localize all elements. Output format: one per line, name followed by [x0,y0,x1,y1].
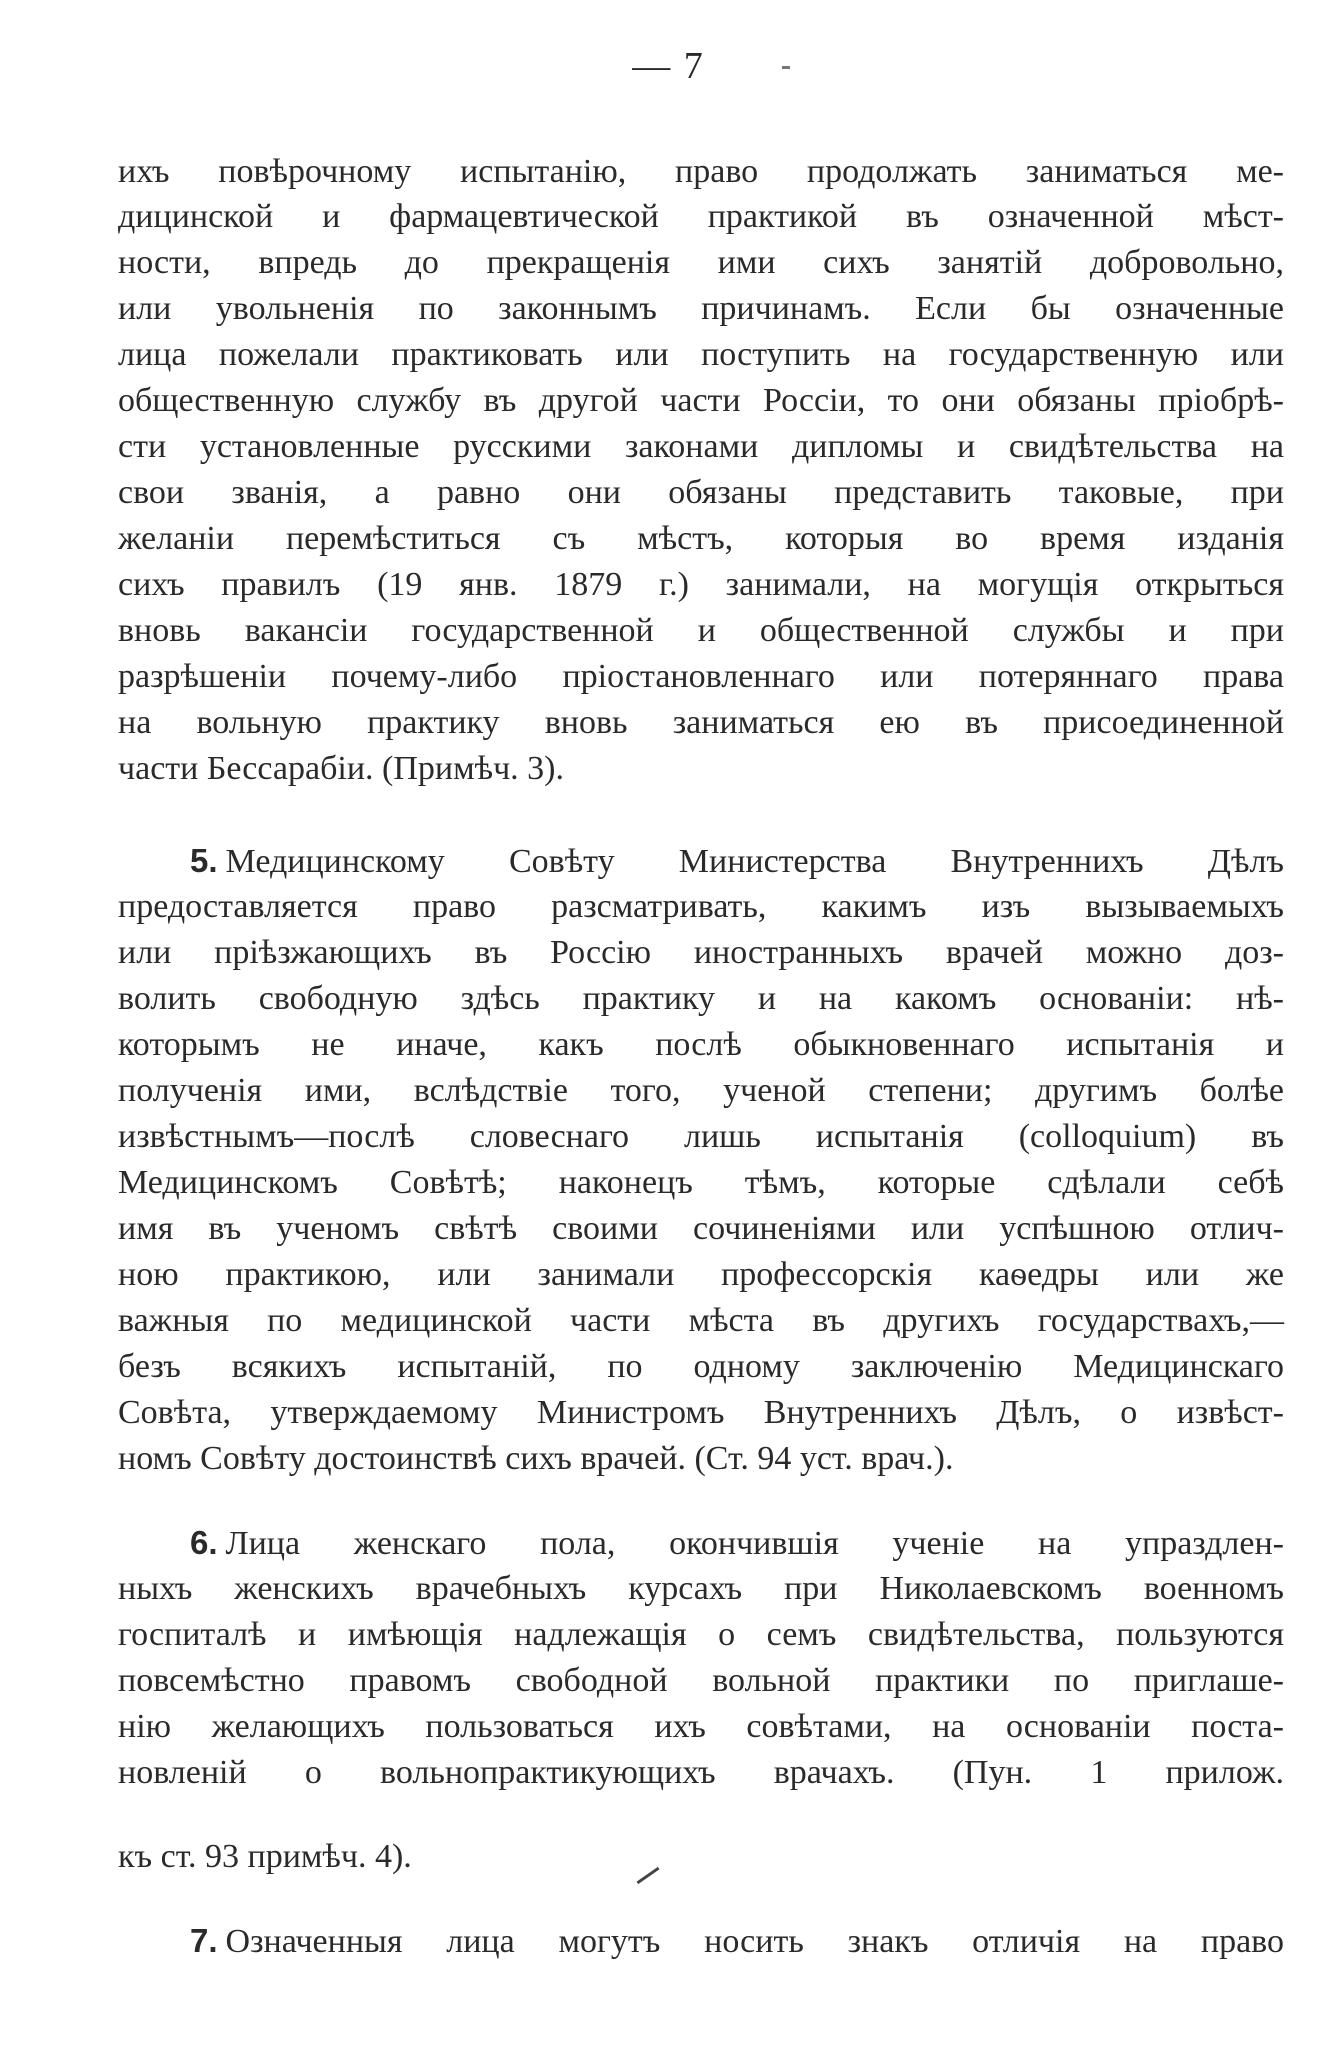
text-line: вновь вакансіи государственной и общественной службы и при [118,612,1284,649]
paragraph-7-first-line [190,1916,1284,1966]
text-line: части Бессарабіи. (Примѣч. 3). [118,750,564,787]
paragraph-number: 5. [190,842,218,879]
text-line: къ ст. 93 примѣч. 4). [118,1838,412,1875]
text-line: сти установленные русскими законами дипломы и свидѣтельства на [118,428,1284,465]
text-line: полученія ими, вслѣдствіе того, ученой степени; другимъ болѣе [118,1072,1284,1109]
text-line: ною практикою, или занимали профессорскія каѳедры или же [118,1256,1284,1293]
text-line: волить свободную здѣсь практику и на какомъ основаніи: нѣ- [118,980,1284,1017]
text-line: Совѣта, утверждаемому Министромъ Внутреннихъ Дѣлъ, о извѣст- [118,1394,1284,1431]
text-line: Медицинскомъ Совѣтѣ; наконецъ тѣмъ, которые сдѣлали себѣ [118,1164,1284,1201]
text-line: сихъ правилъ (19 янв. 1879 г.) занимали, на могущія открыться [118,566,1284,603]
paragraph-6-first-line [190,1518,1284,1568]
text-line: или увольненія по законнымъ причинамъ. Если бы означенные [118,290,1284,327]
text-line: желаніи перемѣститься съ мѣстъ, которыя во время изданія [118,520,1284,557]
text-line: ности, впредь до прекращенія ими сихъ занятій добровольно, [118,244,1284,281]
text-line: или пріѣзжающихъ въ Россію иностранныхъ врачей можно доз- [118,934,1284,971]
paragraph-number: 6. [190,1524,218,1561]
page-number: — 7 [632,45,705,87]
text-line: безъ всякихъ испытаній, по одному заключенію Медицинскаго [118,1348,1284,1385]
text-line: важныя по медицинской части мѣста въ другихъ государствахъ,— [118,1302,1284,1339]
text-line: дицинской и фармацевтической практикой въ означенной мѣст- [118,198,1284,235]
paragraph-5-first-line [190,836,1284,886]
text-line: лица пожелали практиковать или поступить на государственную или [118,336,1284,373]
text-line: имя въ ученомъ свѣтѣ своими сочиненіями или успѣшною отлич- [118,1210,1284,1247]
text-line: общественную службу въ другой части Россіи, то они обязаны пріобрѣ- [118,382,1284,419]
text-line: ныхъ женскихъ врачебныхъ курсахъ при Николаевскомъ военномъ [118,1570,1284,1607]
text-line: на вольную практику вновь заниматься ею въ присоединенной [118,704,1284,741]
text-line: Лица женскаго пола, окончившія ученіе на упраздлен- [225,1525,1284,1562]
text-line: предоставляется право разсматривать, какимъ изъ вызываемыхъ [118,888,1284,925]
text-line: свои званія, а равно они обязаны представить таковые, при [118,474,1284,511]
ink-mark [782,66,790,69]
text-line: которымъ не иначе, какъ послѣ обыкновеннаго испытанія и [118,1026,1284,1063]
text-line: новленій о вольнопрактикующихъ врачахъ. (Пун. 1 прилож. [118,1754,1284,1791]
text-line: Медицинскому Совѣту Министерства Внутреннихъ Дѣлъ [225,843,1284,880]
paragraph-number: 7. [190,1922,218,1959]
text-line: ихъ повѣрочному испытанію, право продолжать заниматься ме- [118,153,1284,190]
text-line: нію желающихъ пользоваться ихъ совѣтами, на основаніи поста- [118,1708,1284,1745]
text-line: Означенныя лица могутъ носить знакъ отличія на право [225,1923,1284,1960]
text-line: госпиталѣ и имѣющія надлежащія о семъ свидѣтельства, пользуются [118,1616,1284,1653]
text-line: извѣстнымъ—послѣ словеснаго лишь испытанія (colloquium) въ [118,1118,1284,1155]
text-line: повсемѣстно правомъ свободной вольной практики по приглаше- [118,1662,1284,1699]
text-line: разрѣшеніи почему-либо пріостановленнаго или потеряннаго права [118,658,1284,695]
text-line: номъ Совѣту достоинствѣ сихъ врачей. (Ст. 94 уст. врач.). [118,1440,954,1477]
